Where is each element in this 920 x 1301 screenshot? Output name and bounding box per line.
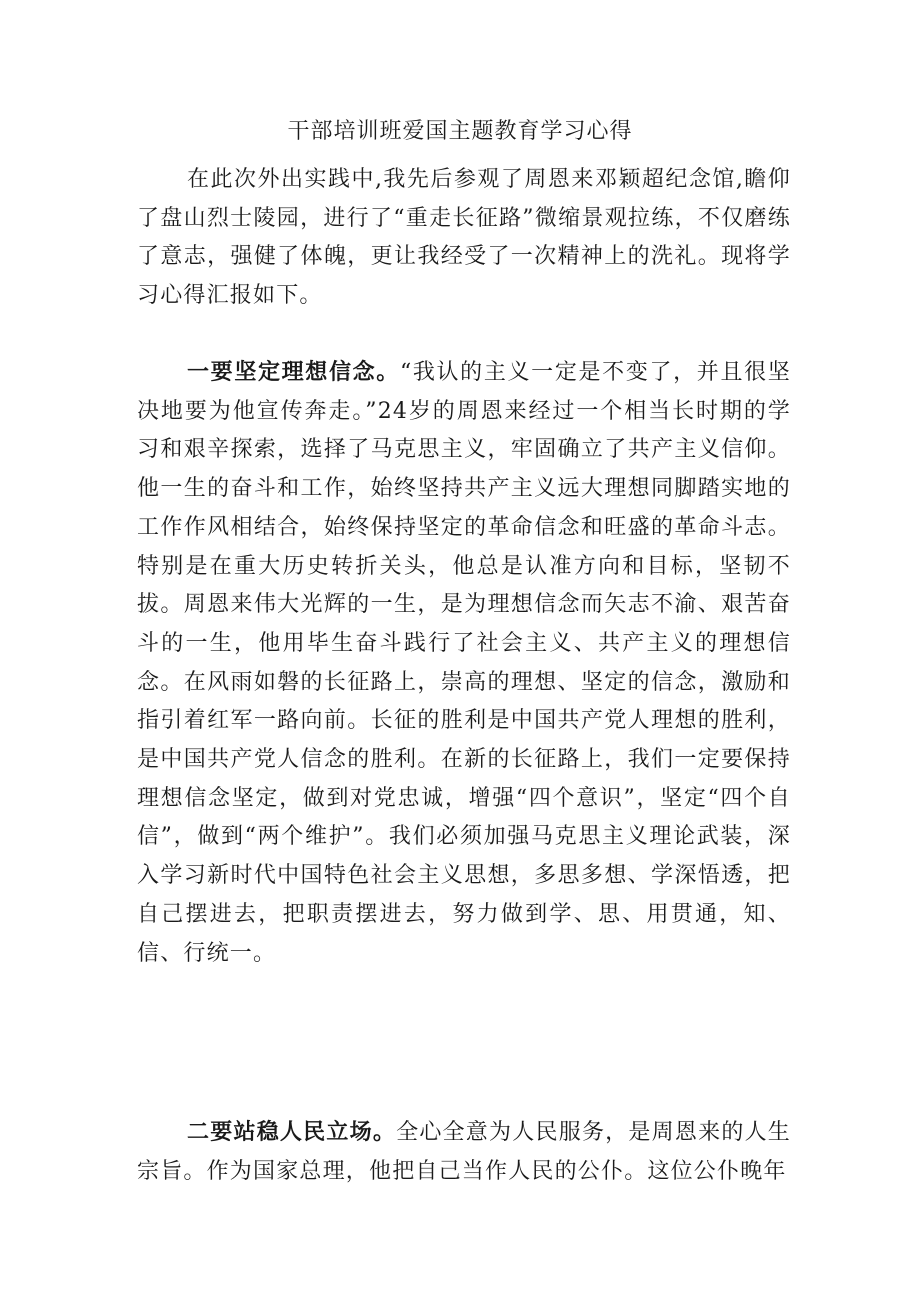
paragraph-ideals-text: “我认的主义一定是不变了，并且很坚决地要为他宣传奔走。”24岁的周恩来经过一个相当长时期的学习和艰辛探索，选择了马克思主义，牢固确立了共产主义信仰。他一生的奋斗和工作，始终坚持共产主义远大理想同脚踏实地的工作作风相结合，始终保持坚定的革命信念和旺盛的革命斗志。特别是在重大历史转折关头，他总是认准方向和目标，坚韧不拔。周恩来伟大光辉的一生，是为理想信念而矢志不渝、艰苦奋斗的一生，他用毕生奋斗践行了社会主义、共产主义的理想信念。在风雨如磐的长征路上，崇高的理想、坚定的信念，激励和指引着红军一路向前。长征的胜利是中国共产党人理想的胜利，是中国共产党人信念的胜利。在新的长征路上，我们一定要保持理想信念坚定，做到对党忠诚，增强“四个意识”，坚定“四个自信”，做到“两个维护”。我们必须加强马克思主义理论武装，深入学习新时代中国特色社会主义思想，多思多想、学深悟透，把自己摆进去，把职责摆进去，努力做到学、思、用贯通，知、信、行统一。 (137, 360, 791, 966)
paragraph-ideals-heading: 一要坚定理想信念。 (187, 360, 400, 385)
paragraph-people (137, 1114, 791, 1191)
paragraph-intro-text: 在此次外出实践中,我先后参观了周恩来邓颖超纪念馆,瞻仰了盘山烈士陵园，进行了“重走长征路”微缩景观拉练，不仅磨练了意志，强健了体魄，更让我经受了一次精神上的洗礼。现将学习心得汇报如下。 (137, 167, 791, 309)
paragraph-ideals (137, 354, 791, 973)
document-title: 干部培训班爱国主题教育学习心得 (287, 119, 633, 144)
paragraph-people-text: 全心全意为人民服务，是周恩来的人生宗旨。作为国家总理，他把自己当作人民的公仆。这位公仆晚年 (137, 1120, 791, 1184)
paragraph-intro (137, 161, 791, 316)
paragraph-people-heading: 二要站稳人民立场。 (187, 1120, 397, 1145)
